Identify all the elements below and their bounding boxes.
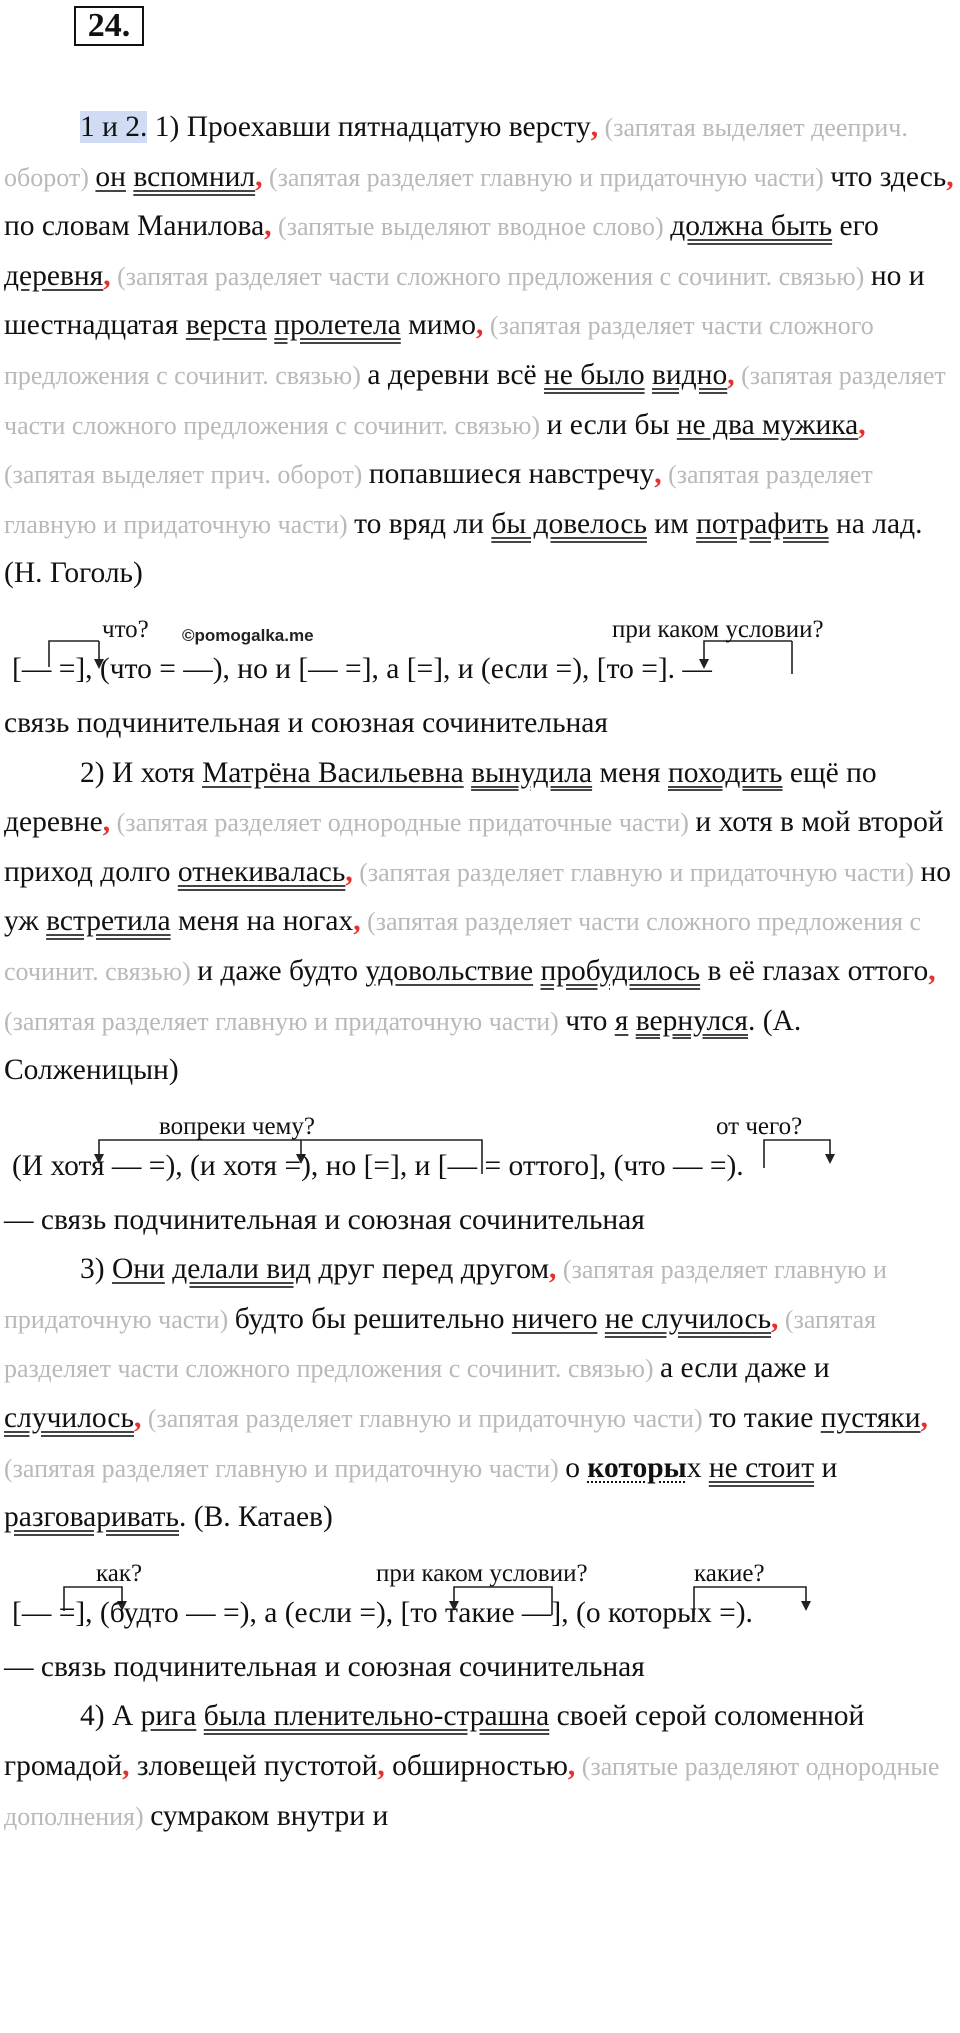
comma-mark: , (102, 806, 111, 839)
scheme-question: вопреки чему? (159, 1112, 315, 1140)
comma-mark: , (122, 1750, 130, 1783)
text-run: о (565, 1451, 588, 1484)
subject: рига (140, 1700, 197, 1733)
subject: ничего (511, 1302, 598, 1335)
text-run: а деревни всё (367, 358, 545, 391)
comment: (запятая разделяет части сложного предложения с сочинит. связью) (4, 311, 874, 390)
comma-mark: , (654, 458, 662, 491)
comment: (запятая разделяет главную и придаточную части) (4, 1453, 566, 1483)
watermark: ©pomogalka.me (182, 625, 314, 645)
comma-mark: , (255, 160, 263, 193)
text-run: зловещей пустотой (129, 1750, 378, 1783)
predicate: пробудилось (540, 954, 701, 987)
sentence-1 (4, 103, 956, 599)
subject: он (95, 160, 126, 193)
subject: Они (111, 1253, 165, 1286)
text-run: мимо (400, 309, 477, 342)
subject: пустяки (820, 1402, 921, 1435)
text-run: меня на ногах (170, 905, 354, 938)
comma-mark: , (549, 1253, 557, 1286)
comma-mark: , (771, 1302, 779, 1335)
comment: (запятая разделяет части сложного предложения с сочинит. связью) (4, 1304, 877, 1384)
subject: удовольствие (365, 954, 534, 987)
predicate: видно (651, 358, 728, 391)
text-run: ещё по деревне (4, 756, 877, 839)
comma-mark: , (928, 954, 936, 987)
sentence-3 (4, 1245, 956, 1543)
sentence-2 (4, 749, 956, 1096)
comment: (запятая разделяет главную и придаточную части) (262, 162, 831, 192)
task-number: 24. (74, 6, 144, 46)
text-run: но и шестнадцатая (4, 259, 925, 342)
scheme-question: какие? (694, 1559, 765, 1587)
comma-mark: , (103, 259, 111, 292)
predicate: походить (668, 756, 783, 789)
scheme-question: что? (102, 615, 149, 643)
text-run: . (А. Солженицын) (4, 1004, 802, 1087)
sentence-4 (4, 1692, 956, 1841)
text-run: попавшиеся навстречу (368, 458, 655, 491)
comma-mark: , (133, 1402, 142, 1435)
text-run: 2) И хотя (80, 756, 203, 789)
text-run: а если даже и (660, 1352, 830, 1385)
text-run: его (832, 210, 879, 243)
predicate: отнекивалась (177, 855, 346, 888)
subject: верста (185, 309, 267, 342)
comma-mark: , (476, 309, 484, 342)
text-run: то вряд ли (354, 507, 492, 540)
text-run: им (646, 507, 697, 540)
predicate: не было (544, 358, 645, 391)
comment: (запятая разделяет части сложного предложения с сочинит. связью) (4, 360, 946, 440)
comma-mark: , (353, 905, 361, 938)
comment: (запятая выделяет прич. оборот) (4, 460, 369, 490)
text-run: по словам Манилова (4, 210, 265, 243)
text-run: и хотя в мой второй приход долго (4, 806, 944, 888)
text-run: обширностью (384, 1750, 568, 1783)
text-run: х (686, 1451, 709, 1484)
predicate: пролетела (274, 309, 401, 342)
predicate: вернулся (635, 1004, 748, 1037)
scheme-question: при каком условии? (376, 1559, 588, 1587)
predicate: вспомнил (133, 160, 256, 193)
text-run: сумраком внутри и (150, 1799, 389, 1832)
subject: Матрёна Васильевна (202, 756, 464, 789)
comment: (запятая выделяет дееприч. оборот) (4, 113, 908, 192)
comment: (запятая разделяет главную и придаточную части) (352, 857, 921, 887)
comma-mark: , (946, 160, 954, 193)
subject: не два мужика (676, 408, 859, 441)
predicate: делали вид (172, 1253, 312, 1286)
connection-type: — связь подчинительная и союзная сочинительная (4, 1650, 645, 1683)
predicate: потрафить (696, 507, 829, 540)
comment: (запятая разделяет части сложного предложения с сочинит. связью) (110, 261, 871, 291)
connection-type: — связь подчинительная и союзная сочинительная (4, 1203, 645, 1236)
comma-mark: , (727, 358, 735, 391)
text-run: то такие (709, 1402, 821, 1435)
predicate: случилось (4, 1402, 134, 1435)
text-run: в её глазах оттого (700, 954, 929, 987)
conjunctive-word: которы (587, 1451, 687, 1484)
text-run: 3) (80, 1253, 112, 1286)
text-run: и если бы (546, 408, 677, 441)
comment: (запятые выделяют вводное слово) (271, 212, 671, 242)
comment: (запятая разделяет части сложного предложения с сочинит. связью) (4, 907, 922, 986)
comma-mark: , (377, 1750, 385, 1783)
subject: деревня (4, 259, 104, 292)
text-run: друг перед другом (311, 1253, 550, 1286)
predicate: бы довелось (491, 507, 647, 540)
predicate: была пленительно-страшна (203, 1700, 550, 1733)
scheme-1 (4, 599, 956, 699)
predicate: не стоит (708, 1451, 815, 1484)
comma-mark: , (590, 111, 599, 143)
scheme-2 (4, 1096, 956, 1196)
predicate: вынудила (471, 756, 593, 789)
comment: (запятая разделяет главную и придаточную части) (141, 1404, 710, 1434)
comment: (запятая разделяет однородные придаточные части) (110, 808, 696, 838)
comment: (запятые разделяют однородные дополнения) (4, 1752, 940, 1831)
scheme-line: (И хотя — =), (и хотя =), но [=], и [— = оттого], (что — =). (12, 1149, 744, 1182)
text-run: но уж (4, 855, 952, 938)
scheme-3 (4, 1543, 956, 1643)
scheme-question: как? (96, 1559, 143, 1587)
comma-mark: , (920, 1402, 928, 1435)
answer-text (4, 103, 956, 1841)
predicate: не случилось (604, 1302, 772, 1335)
comma-mark: , (567, 1750, 576, 1783)
comma-mark: , (264, 210, 272, 243)
text-run: . (В. Катаев) (179, 1501, 333, 1534)
predicate: должна быть (670, 210, 833, 243)
text-run: и даже будто (197, 954, 366, 987)
scheme-line: [— =], (будто — =), а (если =), [то такие —], (о которых =). (12, 1596, 753, 1629)
text-run: своей серой соломенной громадой (4, 1700, 865, 1783)
text-run: 1) Проехавши пятнадцатую версту (154, 111, 591, 143)
scheme-question: при каком условии? (612, 615, 824, 643)
connection-type: связь подчинительная и союзная сочинительная (4, 706, 608, 739)
subject: я (614, 1004, 629, 1037)
text-run: меня (592, 756, 668, 789)
task-label: 1 и 2. (80, 111, 148, 143)
comment: (запятая разделяет главную и придаточную части) (4, 1006, 566, 1036)
comma-mark: , (345, 855, 353, 888)
text-run: и (814, 1451, 838, 1484)
text-run: что здесь (830, 160, 947, 193)
text-run: 4) А (80, 1700, 141, 1733)
comment: (запятая разделяет главную и придаточную части) (4, 1255, 887, 1334)
text-run: будто бы решительно (234, 1302, 512, 1335)
text-run: что (565, 1004, 615, 1037)
text-run: на лад. (Н. Гоголь) (4, 507, 923, 590)
predicate: разговаривать (4, 1501, 179, 1534)
comment: (запятая разделяет главную и придаточную части) (4, 460, 873, 539)
scheme-line: [— =], (что = —), но и [— =], а [=], и (если =), [то =]. — (12, 652, 712, 685)
predicate: встретила (46, 905, 171, 938)
comma-mark: , (858, 408, 866, 441)
scheme-question: от чего? (716, 1112, 803, 1140)
